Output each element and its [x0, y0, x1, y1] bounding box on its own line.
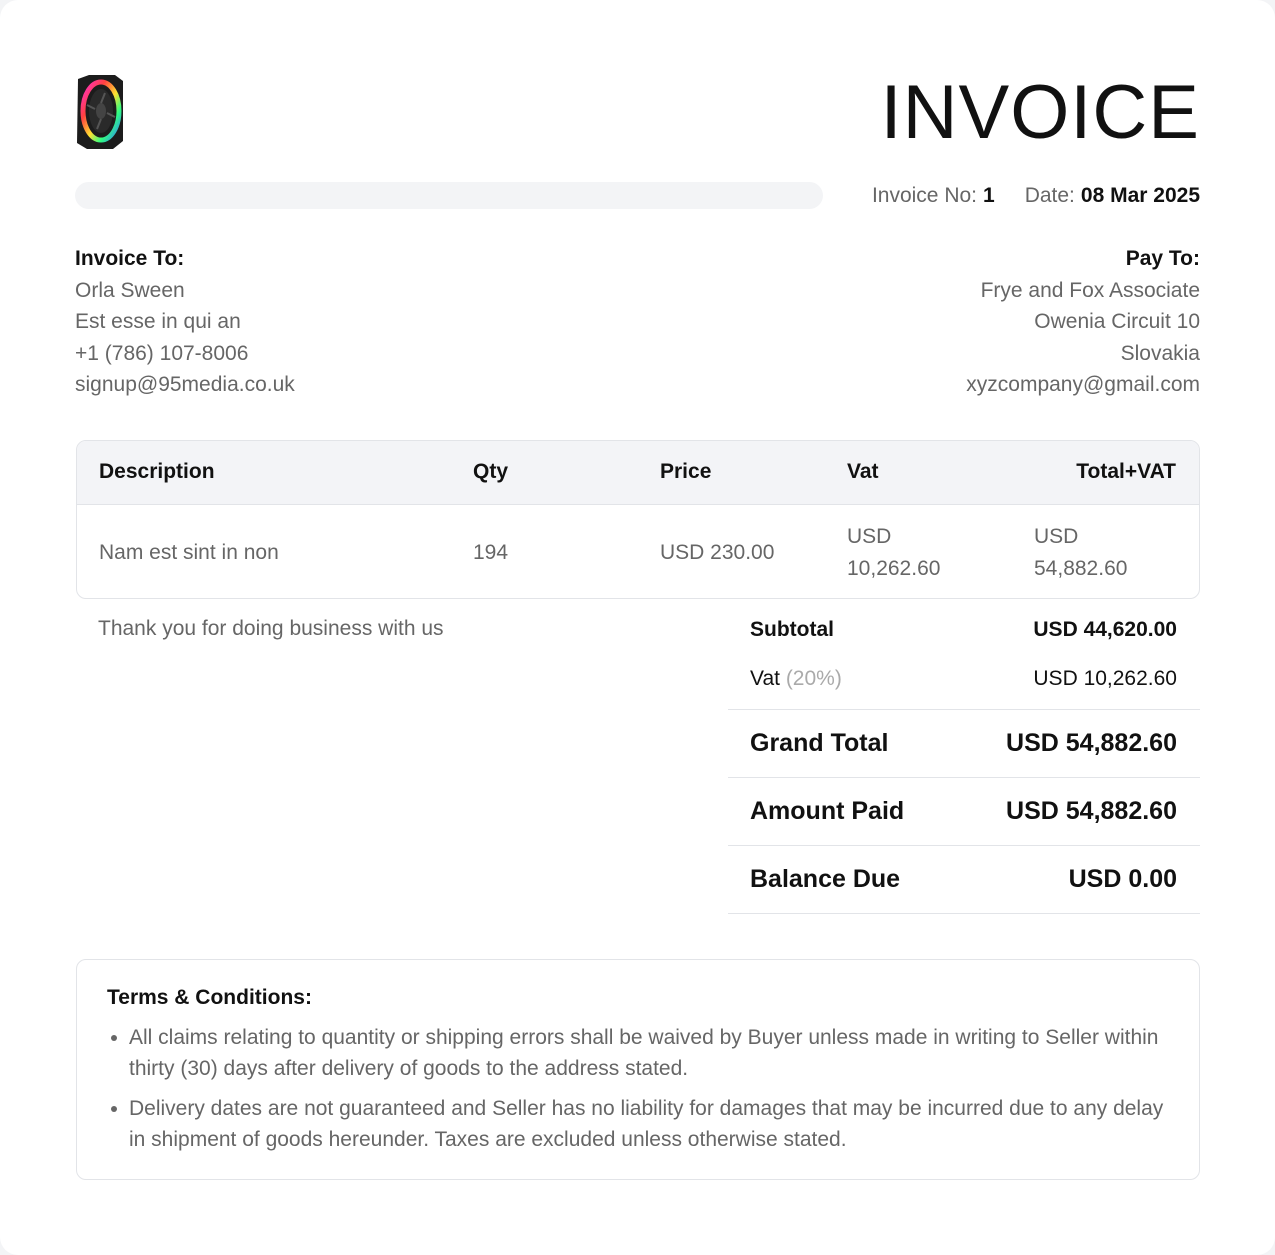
grand-total-value: USD 54,882.60	[1006, 729, 1177, 757]
items-table	[76, 440, 1200, 599]
invoice-to-email: signup@95media.co.uk	[75, 373, 295, 396]
pay-to-name: Frye and Fox Associate	[980, 278, 1200, 302]
terms-box	[76, 959, 1200, 1180]
subtotal-label: Subtotal	[750, 618, 834, 641]
grand-total-label: Grand Total	[750, 729, 889, 757]
subtotal-value: USD 44,620.00	[1033, 618, 1177, 641]
vat-row	[728, 654, 1200, 710]
header-description: Description	[99, 460, 215, 483]
header-bar	[75, 182, 823, 209]
list-item	[107, 1093, 1169, 1155]
header-qty: Qty	[473, 460, 509, 483]
cell-total-amount: 54,882.60	[1034, 557, 1128, 580]
terms-item-text: Delivery dates are not guaranteed and Seller has no liability for damages that may be incurred due to any delay in shipment of goods hereunder. Taxes are excluded unless otherwise stated.	[129, 1097, 1164, 1151]
amount-paid-row	[728, 778, 1200, 846]
cell-price: USD 230.00	[660, 541, 775, 564]
date-label: Date:	[1024, 183, 1075, 207]
header-total-vat: Total+VAT	[1076, 460, 1176, 483]
invoice-no-label: Invoice No:	[871, 183, 978, 207]
invoice-to-heading: Invoice To:	[75, 247, 185, 270]
vat-percent: (20%)	[785, 666, 842, 690]
invoice-to-address: Est esse in qui an	[75, 310, 241, 333]
totals-summary	[728, 606, 1200, 914]
terms-item-text: All claims relating to quantity or shipping errors shall be waived by Buyer unless made in writing to Seller within thirty (30) days after delivery of goods to the address stated.	[129, 1026, 1159, 1080]
amount-paid-value: USD 54,882.60	[1006, 797, 1177, 825]
thank-you-note: Thank you for doing business with us	[98, 617, 444, 640]
date-value: 08 Mar 2025	[1080, 183, 1200, 207]
pay-to-email: xyzcompany@gmail.com	[966, 373, 1200, 396]
balance-due-value: USD 0.00	[1068, 865, 1177, 893]
header-vat: Vat	[847, 460, 879, 483]
grand-total-row	[728, 710, 1200, 778]
rgb-fan-logo-icon	[75, 73, 125, 151]
invoice-to-name: Orla Sween	[75, 278, 185, 302]
cell-vat	[847, 521, 967, 585]
cell-qty: 194	[473, 541, 509, 564]
balance-due-label: Balance Due	[750, 865, 901, 893]
balance-due-row	[728, 846, 1200, 914]
pay-to-country: Slovakia	[1120, 341, 1200, 365]
cell-description: Nam est sint in non	[99, 541, 279, 564]
terms-list	[107, 1022, 1169, 1155]
header-price: Price	[660, 460, 712, 483]
table-header	[77, 441, 1199, 505]
bullet-icon	[111, 1106, 117, 1112]
invoice-to-phone: +1 (786) 107-8006	[75, 341, 249, 365]
pay-to-block	[966, 243, 1200, 401]
bullet-icon	[111, 1035, 117, 1041]
list-item	[107, 1022, 1169, 1084]
invoice-no-value: 1	[983, 183, 995, 207]
invoice-to-block	[75, 243, 295, 401]
vat-value: USD 10,262.60	[1033, 666, 1177, 690]
table-row	[77, 505, 1199, 599]
vat-label: Vat	[750, 666, 780, 690]
cell-vat-amount: 10,262.60	[847, 557, 941, 580]
terms-heading: Terms & Conditions:	[107, 986, 312, 1009]
cell-total-currency: USD	[1034, 525, 1079, 548]
invoice-meta	[872, 182, 1200, 209]
pay-to-heading: Pay To:	[1125, 247, 1200, 270]
invoice-title: INVOICE	[880, 70, 1200, 155]
cell-total	[1034, 521, 1154, 585]
pay-to-address: Owenia Circuit 10	[1034, 310, 1200, 333]
amount-paid-label: Amount Paid	[750, 797, 905, 825]
subtotal-row	[728, 606, 1200, 654]
cell-vat-currency: USD	[847, 525, 892, 548]
